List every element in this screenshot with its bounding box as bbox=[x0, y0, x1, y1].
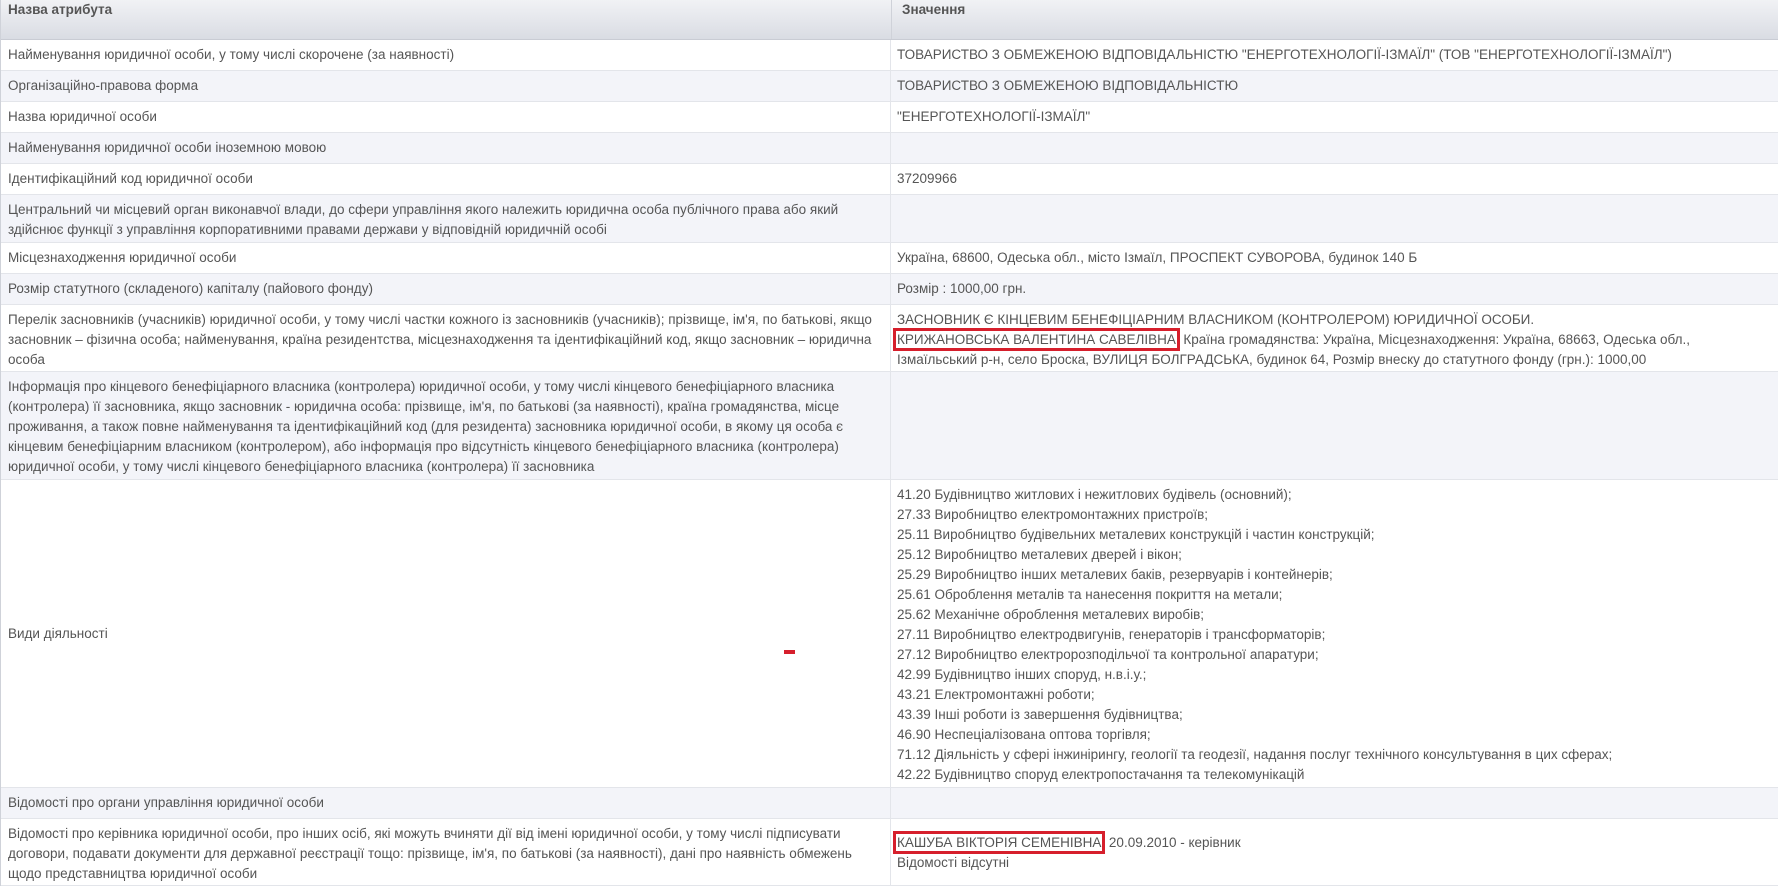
activity-item: 71.12 Діяльність у сфері інжинірингу, геології та геодезії, надання послуг технічного консультування в цих сферах; bbox=[897, 747, 1613, 762]
annotation-mark bbox=[784, 650, 795, 654]
table-header bbox=[0, 0, 1778, 40]
founder-name-highlight: КРИЖАНОВСЬКА ВАЛЕНТИНА САВЕЛІВНА bbox=[897, 332, 1176, 347]
activities-label: Види діяльності bbox=[8, 625, 108, 641]
column-header-attribute[interactable]: Назва атрибута bbox=[0, 0, 892, 39]
attribute-value: "ЕНЕРГОТЕХНОЛОГІЇ-ІЗМАЇЛ" bbox=[897, 109, 1091, 124]
attribute-value bbox=[891, 819, 1778, 885]
activity-item: 41.20 Будівництво житлових і нежитлових будівель (основний); bbox=[897, 487, 1292, 502]
attribute-value: 37209966 bbox=[897, 171, 958, 186]
attribute-label: Ідентифікаційний код юридичної особи bbox=[0, 164, 891, 194]
attribute-value bbox=[891, 788, 1778, 818]
attribute-label: Організаційно-правова форма bbox=[0, 71, 891, 101]
attribute-label: Відомості про органи управління юридичної особи bbox=[0, 788, 891, 818]
activities-list bbox=[891, 480, 1778, 787]
attribute-label: Найменування юридичної особи, у тому числі скорочене (за наявності) bbox=[0, 40, 891, 70]
director-name-highlight: КАШУБА ВІКТОРІЯ СЕМЕНІВНА bbox=[897, 835, 1102, 850]
attribute-value: Україна, 68600, Одеська обл., місто Ізмаїл, ПРОСПЕКТ СУВОРОВА, будинок 140 Б bbox=[897, 250, 1418, 265]
attribute-value bbox=[891, 305, 1778, 371]
attribute-label: Місцезнаходження юридичної особи bbox=[0, 243, 891, 273]
table-row bbox=[0, 40, 1778, 71]
attribute-value bbox=[891, 372, 1778, 479]
table-row bbox=[0, 788, 1778, 819]
column-header-value[interactable]: Значення bbox=[902, 2, 966, 17]
table-row bbox=[0, 195, 1778, 243]
table-border bbox=[0, 0, 1, 886]
activity-item: 25.11 Виробництво будівельних металевих конструкцій і частин конструкцій; bbox=[897, 527, 1375, 542]
table-row bbox=[0, 819, 1778, 886]
director-details: , 20.09.2010 - керівник bbox=[1101, 835, 1241, 850]
table-row bbox=[0, 274, 1778, 305]
attribute-label: Назва юридичної особи bbox=[0, 102, 891, 132]
table-row bbox=[0, 71, 1778, 102]
attribute-label bbox=[0, 480, 891, 787]
table-row bbox=[0, 164, 1778, 195]
attribute-label: Відомості про керівника юридичної особи, про інших осіб, які можуть вчиняти дії від імені юридичної особи, у тому числі підписувати договори, подавати документи для державної реєстрації тощо: прізвище, ім'я, по батькові (за наявності), дані про наявність обмежень щодо представництва юридичної особи bbox=[0, 819, 891, 885]
attribute-label: Найменування юридичної особи іноземною мовою bbox=[0, 133, 891, 163]
activity-item: 43.39 Інші роботи із завершення будівництва; bbox=[897, 707, 1183, 722]
activity-item: 25.12 Виробництво металевих дверей і вікон; bbox=[897, 547, 1182, 562]
attribute-label: Інформація про кінцевого бенефіціарного власника (контролера) юридичної особи, у тому числі кінцевого бенефіціарного власника (контролера) її засновника, якщо засновник - юридична особа: прізвище, ім'я, по батькові (за наявності), країна громадянства, місце проживання, а також повне найменування та ідентифікаційний код (для резидента) засновника юридичної особи, в якому ця особа є кінцевим бенефіціарним власником (контролером), або інформація про відсутність кінцевого бенефіціарного власника (контролера) юридичної особи, у тому числі кінцевого бенефіціарного власника (контролера) її засновника bbox=[0, 372, 891, 479]
activity-item: 25.61 Оброблення металів та нанесення покриття на метали; bbox=[897, 587, 1283, 602]
table-row bbox=[0, 305, 1778, 372]
founder-note: ЗАСНОВНИК Є КІНЦЕВИМ БЕНЕФІЦІАРНИМ ВЛАСНИКОМ (КОНТРОЛЕРОМ) ЮРИДИЧНОЇ ОСОБИ. bbox=[897, 312, 1535, 327]
activity-item: 46.90 Неспеціалізована оптова торгівля; bbox=[897, 727, 1151, 742]
attribute-value bbox=[891, 195, 1778, 242]
activity-item: 25.62 Механічне оброблення металевих виробів; bbox=[897, 607, 1205, 622]
table-row bbox=[0, 102, 1778, 133]
attribute-value: ТОВАРИСТВО З ОБМЕЖЕНОЮ ВІДПОВІДАЛЬНІСТЮ bbox=[897, 78, 1239, 93]
founder-details: , Країна громадянства: Україна, Місцезнаходження: Україна, 68663, Одеська обл., Ізмаїльський р-н, село Броска, ВУЛИЦЯ БОЛГРАДСЬКА, будинок 64, Розмір внеску до статутного фонду (грн.): 1000,00 bbox=[897, 332, 1691, 367]
table-row bbox=[0, 243, 1778, 274]
table-row bbox=[0, 372, 1778, 480]
activity-item: 43.21 Електромонтажні роботи; bbox=[897, 687, 1095, 702]
attribute-label: Перелік засновників (учасників) юридичної особи, у тому числі частки кожного із засновників (учасників); прізвище, ім'я, по батькові, якщо засновник – фізична особа; найменування, країна резидентства, місцезнаходження та ідентифікаційний код, якщо засновник – юридична особа bbox=[0, 305, 891, 371]
table-row bbox=[0, 133, 1778, 164]
activity-item: 42.99 Будівництво інших споруд, н.в.і.у.; bbox=[897, 667, 1147, 682]
attribute-label: Центральний чи місцевий орган виконавчої влади, до сфери управління якого належить юридична особа публічного права або який здійснює функції з управління корпоративними правами держави у відповідній юридичній особі bbox=[0, 195, 891, 242]
restrictions-note: Відомості відсутні bbox=[897, 855, 1010, 870]
activity-item: 42.22 Будівництво споруд електропостачання та телекомунікацій bbox=[897, 767, 1305, 782]
attribute-value: Розмір : 1000,00 грн. bbox=[897, 281, 1027, 296]
activity-item: 27.11 Виробництво електродвигунів, генераторів і трансформаторів; bbox=[897, 627, 1326, 642]
attribute-value: ТОВАРИСТВО З ОБМЕЖЕНОЮ ВІДПОВІДАЛЬНІСТЮ "ЕНЕРГОТЕХНОЛОГІЇ-ІЗМАЇЛ" (ТОВ "ЕНЕРГОТЕХНОЛОГІЇ-ІЗМАЇЛ") bbox=[897, 47, 1672, 62]
activity-item: 27.12 Виробництво електророзподільчої та контрольної апаратури; bbox=[897, 647, 1319, 662]
attribute-label: Розмір статутного (складеного) капіталу (пайового фонду) bbox=[0, 274, 891, 304]
attribute-value bbox=[891, 133, 1778, 163]
activity-item: 25.29 Виробництво інших металевих баків, резервуарів і контейнерів; bbox=[897, 567, 1333, 582]
table-row bbox=[0, 480, 1778, 788]
activity-item: 27.33 Виробництво електромонтажних пристроїв; bbox=[897, 507, 1209, 522]
